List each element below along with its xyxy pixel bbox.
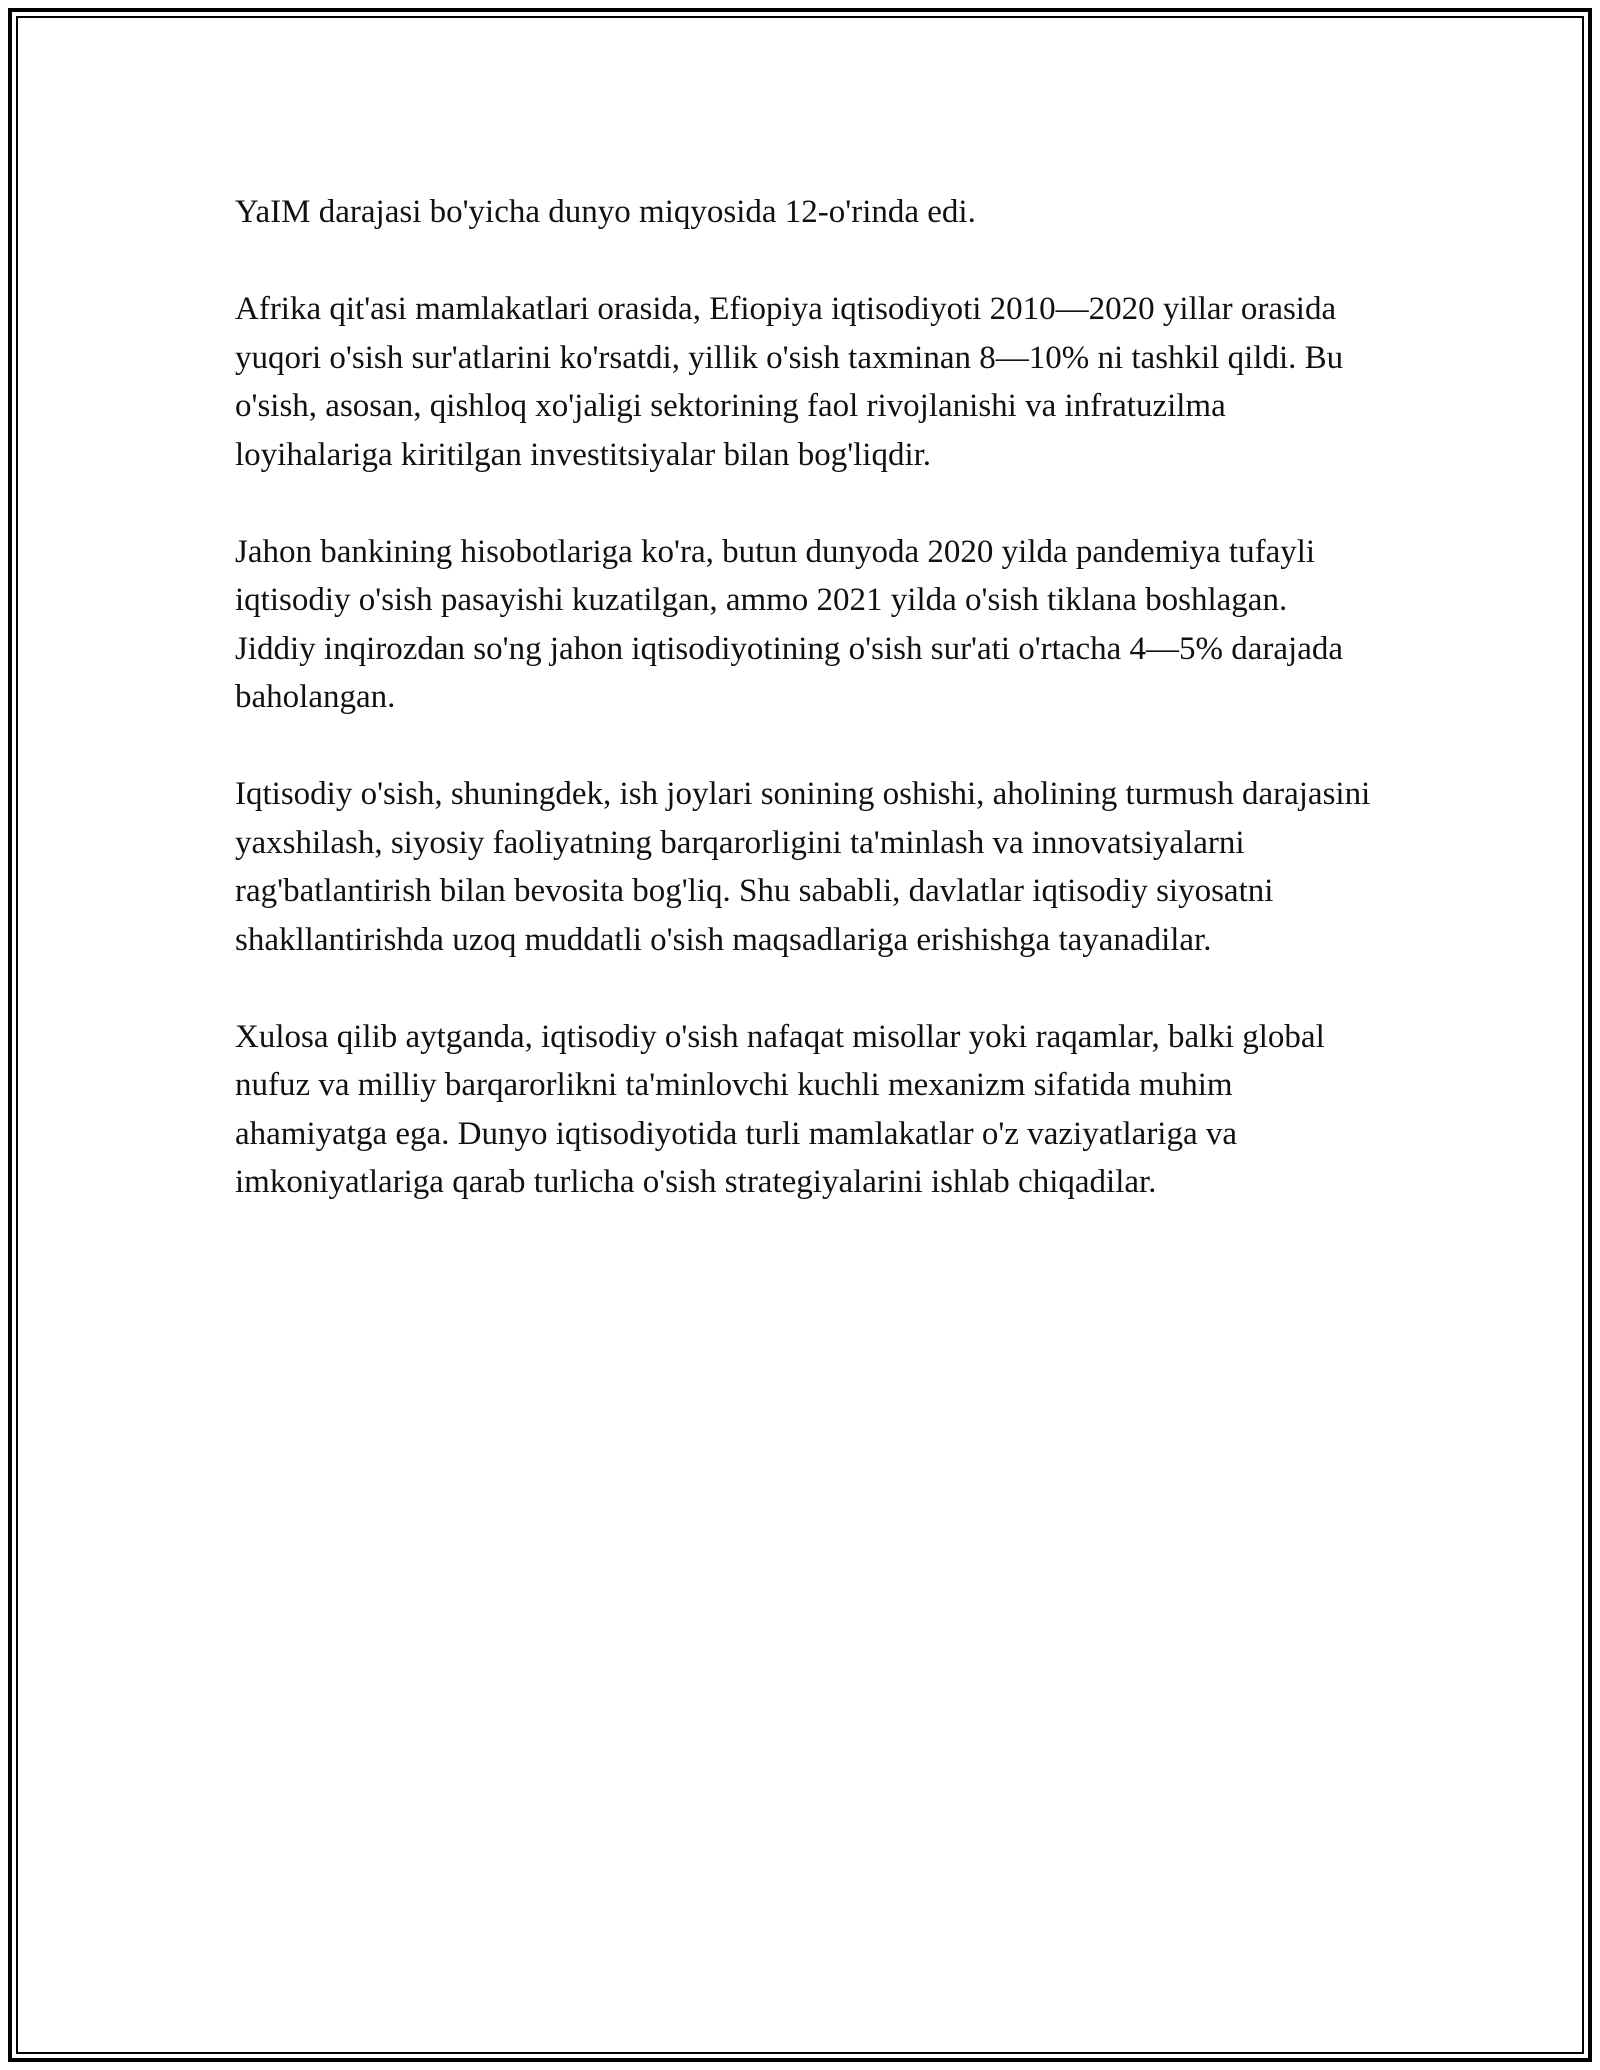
paragraph-growth-effects: Iqtisodiy o'sish, shuningdek, ish joylari sonining oshishi, aholining turmush darajasini yaxshilash, siyosiy faoliyatning barqarorligini ta'minlash va innovatsiyalarni rag'batlantirish bilan bevosita bog'liq. Shu sababli, davlatlar iqtisodiy siyosatni shakllantirishda uzoq muddatli o'sish maqsadlariga erishishga tayanadilar. (235, 776, 1371, 958)
paragraph-conclusion: Xulosa qilib aytganda, iqtisodiy o'sish nafaqat misollar yoki raqamlar, balki global nufuz va milliy barqarorlikni ta'minlovchi kuchli mexanizm sifatida muhim ahamiyatga ega. Dunyo iqtisodiyotida turli mamlakatlar o'z vaziyatlariga va imkoniyatlariga qarab turlicha o'sish strategiyalarini ishlab chiqadilar. (235, 1018, 1325, 1200)
paragraph-gdp-rank: YaIM darajasi bo'yicha dunyo miqyosida 12-o'rinda edi. (235, 194, 976, 230)
document-body (235, 188, 1375, 1255)
paragraph-world-bank: Jahon bankining hisobotlariga ko'ra, butun dunyoda 2020 yilda pandemiya tufayli iqtisodiy o'sish pasayishi kuzatilgan, ammo 2021 yilda o'sish tiklana boshlagan. Jiddiy inqirozdan so'ng jahon iqtisodiyotining o'sish sur'ati o'rtacha 4—5% darajada baholangan. (235, 533, 1344, 715)
paragraph-ethiopia-growth: Afrika qit'asi mamlakatlari orasida, Efiopiya iqtisodiyoti 2010—2020 yillar orasida yuqori o'sish sur'atlarini ko'rsatdi, yillik o'sish taxminan 8—10% ni tashkil qildi. Bu o'sish, asosan, qishloq xo'jaligi sektorining faol rivojlanishi va infratuzilma loyihalariga kiritilgan investitsiyalar bilan bog'liqdir. (235, 291, 1344, 473)
